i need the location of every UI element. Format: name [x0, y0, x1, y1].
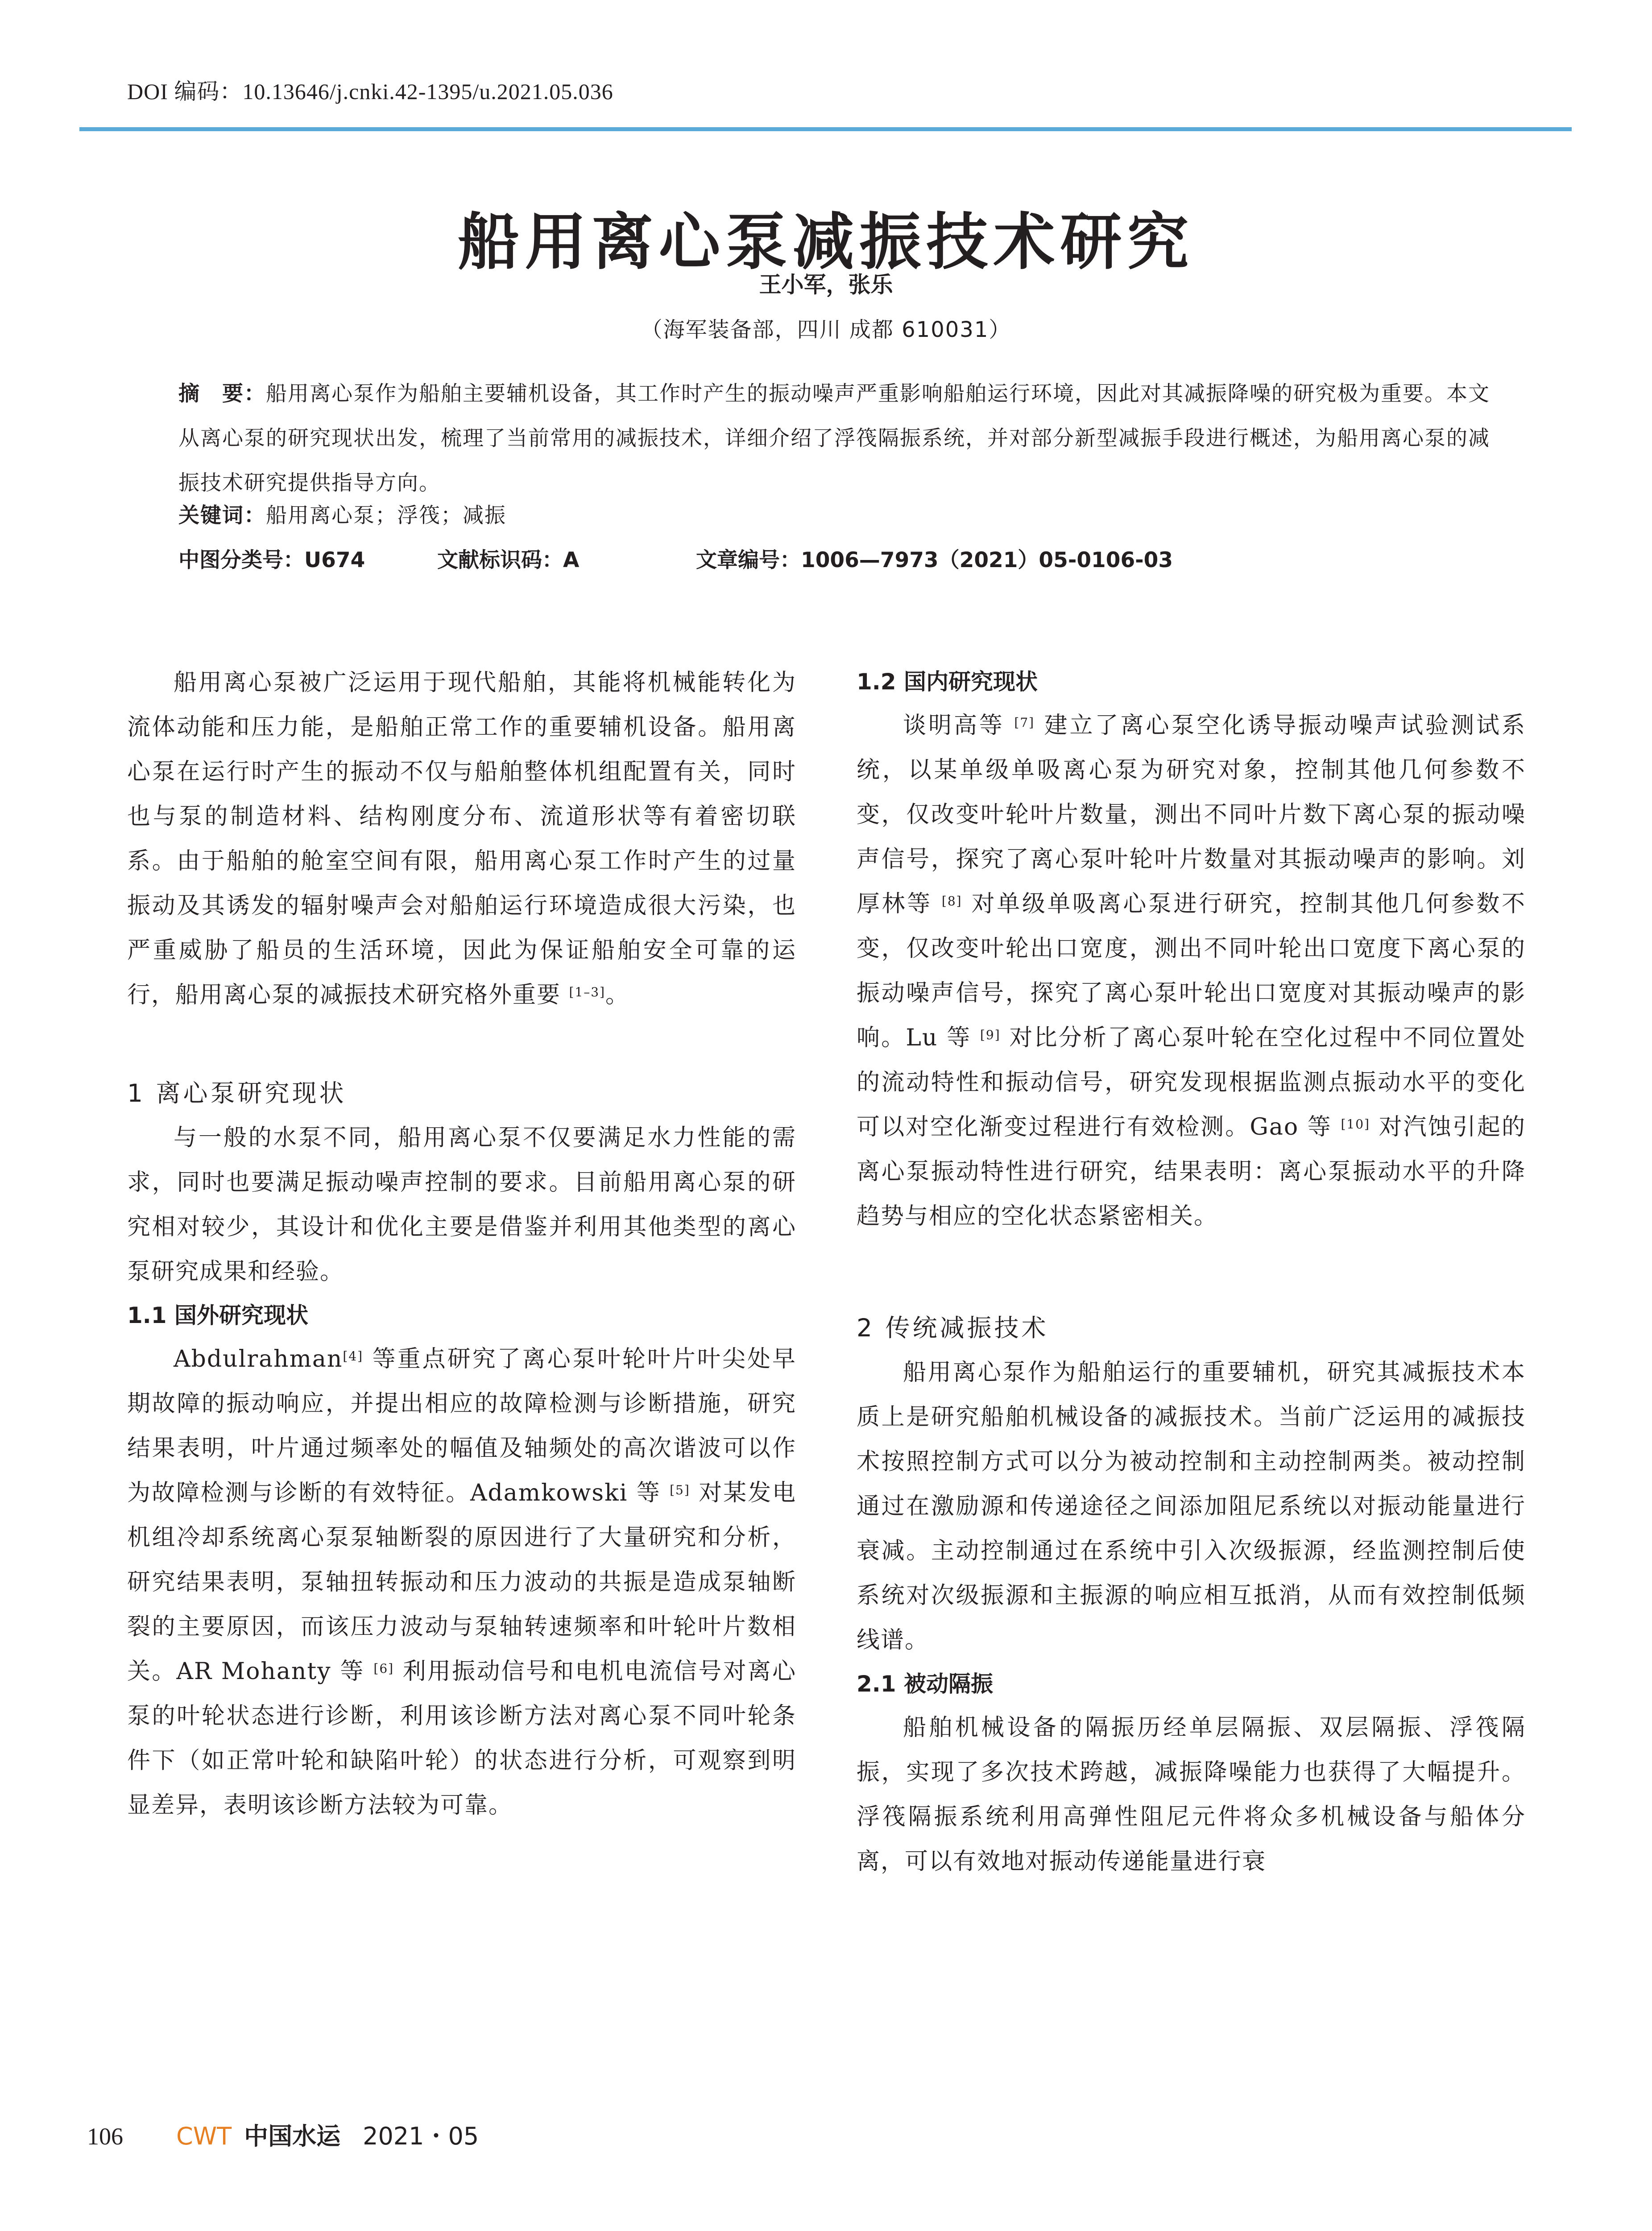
section-heading-2: 2 传统减振技术 — [857, 1314, 1049, 1342]
section-heading-1: 1 离心泵研究现状 — [127, 1079, 347, 1107]
classification-line — [178, 543, 1490, 573]
abstract-text: 船用离心泵作为船舶主要辅机设备，其工作时产生的振动噪声严重影响船舶运行环境，因此对其减振降噪的研究极为重要。本文从离心泵的研究现状出发，梳理了当前常用的减振技术，详细介绍了浮筏隔振系统，并对部分新型减振手段进行概述，为船用离心泵的减振技术研究提供指导方向。 — [178, 382, 1490, 495]
header-rule — [79, 127, 1572, 131]
article-title: 船用离心泵减振技术研究 — [458, 205, 1194, 278]
citation: [9] — [980, 1028, 1001, 1042]
clc-number: 中图分类号：U674 — [178, 548, 365, 572]
citation: [10] — [1341, 1117, 1370, 1132]
doi-line: DOI 编码：10.13646/j.cnki.42-1395/u.2021.05.036 — [127, 79, 613, 104]
journal-name: 中国水运 — [244, 2122, 341, 2150]
text-run: 对单级单吸离心泵进行研究，控制其他几何参数不变，仅改变叶轮出口宽度，测出不同叶轮出口宽度下离心泵的振动噪声信号，探究了离心泵叶轮出口宽度对其振动噪声的影响。Lu 等 — [857, 891, 1526, 1051]
article-number: 文章编号：1006—7973（2021）05-0106-03 — [696, 548, 1173, 572]
spacer — [127, 1017, 796, 1071]
section-heading-2-1: 2.1 被动隔振 — [857, 1671, 993, 1697]
text-run: 对汽蚀引起的离心泵振动特性进行研究，结果表明：离心泵振动水平的升降趋势与相应的空化状态紧密相关。 — [857, 1114, 1526, 1230]
left-column — [127, 660, 796, 1828]
section-heading-1-2: 1.2 国内研究现状 — [857, 669, 1038, 695]
page-number: 106 — [87, 2123, 123, 2150]
right-column — [857, 660, 1526, 1884]
keywords-label: 关键词： — [178, 503, 266, 528]
section-2-1-paragraph: 船舶机械设备的隔振历经单层隔振、双层隔振、浮筏隔振，实现了多次技术跨越，减振降噪能力也获得了大幅提升。浮筏隔振系统利用高弹性阻尼元件将众多机械设备与船体分离，可以有效地对振动传递能量进行衰 — [857, 1714, 1526, 1875]
citation: [6] — [373, 1661, 394, 1676]
section-1-1-paragraph — [127, 1337, 796, 1828]
citation: [4] — [343, 1349, 364, 1364]
text-run: 对比分析了离心泵叶轮在空化过程中不同位置处的流动特性和振动信号，研究发现根据监测点振动水平的变化可以对空化渐变过程进行有效检测。Gao 等 — [857, 1024, 1526, 1140]
citation: [5] — [670, 1483, 690, 1497]
issue-number: 2021・05 — [363, 2122, 479, 2150]
keywords-text: 船用离心泵；浮筏；减振 — [266, 503, 506, 528]
section-1-2-paragraph — [857, 703, 1526, 1239]
section-heading-1-1: 1.1 国外研究现状 — [127, 1302, 308, 1328]
citation: [8] — [941, 894, 962, 908]
spacer — [857, 1239, 1526, 1306]
keywords — [178, 499, 1490, 529]
text-run: Abdulrahman — [174, 1346, 343, 1373]
intro-paragraph — [127, 660, 796, 1017]
text-run: 利用振动信号和电机电流信号对离心泵的叶轮状态进行诊断，利用该诊断方法对离心泵不同叶轮条件下（如正常叶轮和缺陷叶轮）的状态进行分析，可观察到明显差异，表明该诊断方法较为可靠。 — [127, 1658, 797, 1819]
abstract-label: 摘 要： — [178, 382, 266, 406]
citation: [7] — [1014, 715, 1035, 730]
document-code: 文献标识码：A — [437, 548, 580, 572]
text-run: 建立了离心泵空化诱导振动噪声试验测试系统，以某单级单吸离心泵为研究对象，控制其他几何参数不变，仅改变叶轮叶片数量，测出不同叶片数下离心泵的振动噪声信号，探究了离心泵叶轮叶片数量对其振动噪声的影响。刘厚林等 — [857, 712, 1526, 917]
intro-end: 。 — [605, 982, 630, 1008]
text-run: 谈明高等 — [903, 712, 1014, 739]
text-run: 等重点研究了离心泵叶轮叶片叶尖处早期故障的振动响应，并提出相应的故障检测与诊断措施，研究结果表明，叶片通过频率处的幅值及轴频处的高次谐波可以作为故障检测与诊断的有效特征。Adamkowski 等 — [127, 1346, 796, 1506]
section-1-paragraph: 与一般的水泵不同，船用离心泵不仅要满足水力性能的需求，同时也要满足振动噪声控制的要求。目前船用离心泵的研究相对较少，其设计和优化主要是借鉴并利用其他类型的离心泵研究成果和经验。 — [127, 1124, 796, 1285]
intro-text: 船用离心泵被广泛运用于现代船舶，其能将机械能转化为流体动能和压力能，是船舶正常工作的重要辅机设备。船用离心泵在运行时产生的振动不仅与船舶整体机组配置有关，同时也与泵的制造材料、结构刚度分布、流道形状等有着密切联系。由于船舶的舱室空间有限，船用离心泵工作时产生的过量振动及其诱发的辐射噪声会对船舶运行环境造成很大污染，也严重威胁了船员的生活环境，因此为保证船舶安全可靠的运行，船用离心泵的减振技术研究格外重要 — [127, 669, 796, 1008]
abstract — [178, 372, 1490, 506]
citation: [1–3] — [569, 985, 606, 999]
affiliation: （海军装备部，四川 成都 610031） — [641, 317, 1011, 342]
page-footer — [87, 2117, 479, 2152]
authors: 王小军，张乐 — [759, 272, 893, 298]
text-run: 对某发电机组冷却系统离心泵泵轴断裂的原因进行了大量研究和分析，研究结果表明，泵轴扭转振动和压力波动的共振是造成泵轴断裂的主要原因，而该压力波动与泵轴转速频率和叶轮叶片数相关。AR Mohanty 等 — [127, 1480, 796, 1685]
section-2-paragraph: 船用离心泵作为船舶运行的重要辅机，研究其减振技术本质上是研究船舶机械设备的减振技术。当前广泛运用的减振技术按照控制方式可以分为被动控制和主动控制两类。被动控制通过在激励源和传递途径之间添加阻尼系统以对振动能量进行衰减。主动控制通过在系统中引入次级振源，经监测控制后使系统对次级振源和主振源的响应相互抵消，从而有效控制低频线谱。 — [857, 1359, 1526, 1654]
journal-logo: CWT — [176, 2122, 232, 2150]
